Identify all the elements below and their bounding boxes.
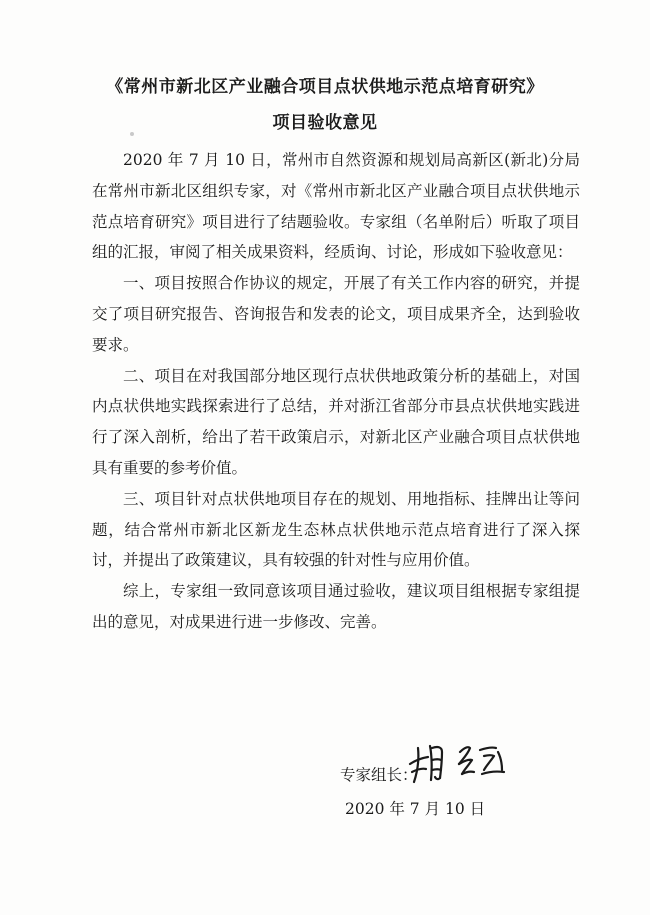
document-subtitle: 项目验收意见 (272, 113, 378, 133)
handwritten-signature (402, 730, 532, 790)
paragraph-intro: 2020 年 7 月 10 日，常州市自然资源和规划局高新区(新北)分局在常州市新北区组织专家，对《常州市新北区产业融合项目点状供地示范点培育研究》项目进行了结题验收。专家组（名单附后）听取了项目组的汇报，审阅了相关成果资料，经质询、讨论，形成如下验收意见： (92, 151, 580, 262)
expert-leader-label: 专家组长： (340, 766, 418, 784)
scan-speck (130, 132, 134, 136)
paragraph-conclusion: 综上，专家组一致同意该项目通过验收，建议项目组根据专家组提出的意见，对成果进行进一步修改、完善。 (92, 582, 580, 631)
paragraph-opinion-3: 三、项目针对点状供地项目存在的规划、用地指标、挂牌出让等问题，结合常州市新北区新龙生态林点状供地示范点培育进行了深入探讨，并提出了政策建议，具有较强的针对性与应用价值。 (92, 489, 580, 570)
document-date: 2020 年 7 月 10 日 (345, 800, 486, 818)
document-title: 《常州市新北区产业融合项目点状供地示范点培育研究》 (106, 77, 544, 97)
paragraph-opinion-2: 二、项目在对我国部分地区现行点状供地政策分析的基础上，对国内点状供地实践探索进行了总结，并对浙江省部分市县点状供地实践进行了深入剖析，给出了若干政策启示，对新北区产业融合项目点状供地具有重要的参考价值。 (92, 366, 580, 477)
paragraph-opinion-1: 一、项目按照合作协议的规定，开展了有关工作内容的研究，并提交了项目研究报告、咨询报告和发表的论文，项目成果齐全，达到验收要求。 (92, 274, 580, 354)
document-body (92, 145, 580, 638)
